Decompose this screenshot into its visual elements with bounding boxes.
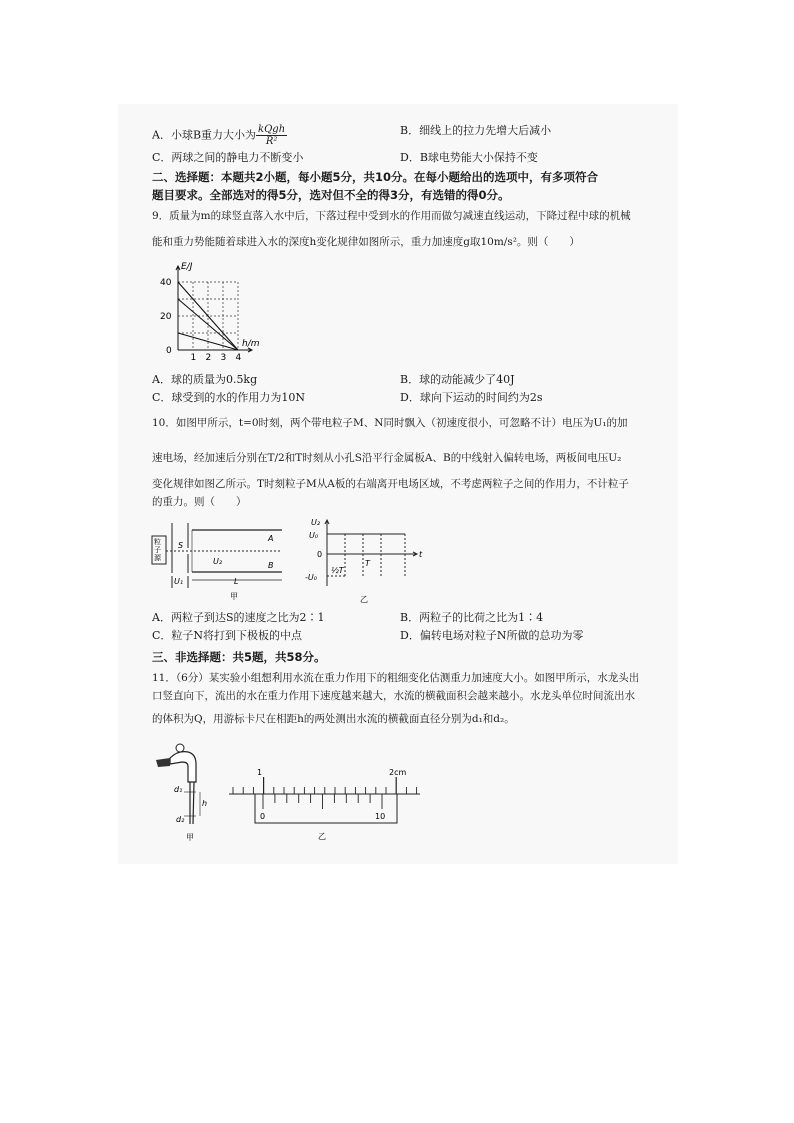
vernier-10-label: 10 (375, 812, 386, 821)
u1-label: U₁ (174, 577, 184, 586)
q10-option-c: C．粒子N将打到下极板的中点 (152, 629, 303, 642)
particle-source-label: 粒 (154, 538, 161, 546)
x-tick-4: 4 (235, 353, 242, 363)
svg-text:源: 源 (154, 554, 161, 562)
d2-label: d₂ (176, 815, 185, 824)
half-t-label: ½T (331, 566, 344, 575)
section2-heading-line1: 二、选择题：本题共2小题，每小题5分，共10分。在每小题给出的选项中，有多项符合 (152, 170, 599, 184)
q10-figure-yi (305, 516, 425, 608)
q10-option-a: A．两粒子到达S的速度之比为2∶1 (152, 611, 325, 624)
t-axis-label: t (419, 550, 423, 559)
section3-heading: 三、非选择题：共5题，共58分。 (152, 650, 326, 664)
hole-s-label: S (178, 541, 184, 550)
q9-option-c: C．球受到的水的作用力为10N (152, 391, 306, 404)
q11-stem-line3: 的体积为Q，用游标卡尺在相距h的两处测出水流的横截面直径分别为d₁和d₂。 (152, 713, 515, 725)
q8-option-a: A．小球B重力大小为 kQgh R² (152, 124, 286, 147)
svg-text:子: 子 (154, 546, 161, 554)
q9-stem-line2: 能和重力势能随着球进入水的深度h变化规律如图所示，重力加速度g取10m/s²。则（ ） (152, 236, 580, 248)
q9-energy-chart (140, 258, 260, 363)
x-tick-3: 3 (220, 353, 227, 363)
y-tick-20: 20 (160, 312, 172, 322)
figure-jia-caption: 甲 (230, 592, 238, 601)
vernier-figure-caption: 乙 (318, 832, 326, 841)
q10-option-d: D．偏转电场对粒子N所做的总功为零 (400, 629, 584, 642)
y-tick-0: 0 (166, 346, 172, 356)
x-tick-2: 2 (205, 353, 212, 363)
q8-option-d: D．B球电势能大小保持不变 (400, 151, 538, 164)
x-tick-1: 1 (190, 353, 197, 363)
main-scale-1-label: 1 (257, 768, 263, 777)
origin-label: 0 (317, 550, 323, 559)
x-axis-label: h/m (242, 339, 260, 349)
plate-b-label: B (268, 561, 274, 570)
q10-stem-line3: 变化规律如图乙所示。T时刻粒子M从A板的右端离开电场区域，不考虑两粒子之间的作用力，不计粒子 (152, 478, 629, 490)
q10-stem-line1: 10．如图甲所示，t=0时刻，两个带电粒子M、N同时飘入（初速度很小，可忽略不计）电压为U₁的加 (152, 417, 628, 429)
q11-stem-line2: 口竖直向下，流出的水在重力作用下速度越来越大，水流的横截面积会越来越小。水龙头单位时间流出水 (152, 690, 635, 702)
y-axis-label: E/J (181, 262, 193, 272)
u0-label: U₀ (309, 531, 319, 540)
q11-figure-yi-vernier (225, 763, 425, 843)
figure-yi-caption: 乙 (360, 595, 368, 604)
h-label: h (202, 799, 208, 808)
q9-option-d: D．球向下运动的时间约为2s (400, 391, 543, 404)
neg-u0-label: -U₀ (305, 573, 317, 582)
q8-option-c: C．两球之间的静电力不断变小 (152, 151, 304, 164)
section2-heading-line2: 题目要求。全部选对的得5分，选对但不全的得3分，有选错的得0分。 (152, 188, 510, 202)
t-label: T (365, 559, 370, 568)
y-tick-40: 40 (160, 278, 172, 288)
length-l-label: L (234, 577, 239, 586)
q9-option-a: A．球的质量为0.5kg (152, 373, 258, 386)
q10-figure-jia (150, 518, 290, 603)
q9-option-b: B．球的动能减少了40J (400, 373, 515, 386)
faucet-figure-caption: 甲 (186, 833, 194, 842)
faucet-icon (170, 752, 196, 782)
q10-stem-line2: 速电场，经加速后分别在T/2和T时刻从小孔S沿平行金属板A、B的中线射入偏转电场，两板间电压U₂ (152, 452, 622, 464)
q10-option-b: B．两粒子的比荷之比为1∶4 (400, 611, 544, 624)
q8-option-b: B．细线上的拉力先增大后减小 (400, 124, 552, 137)
q11-figure-jia-faucet (148, 740, 218, 845)
plate-a-label: A (268, 534, 274, 543)
u2-label: U₂ (213, 557, 223, 566)
main-scale-2cm-label: 2cm (389, 768, 407, 777)
u2-axis-label: U₂ (311, 518, 321, 527)
q9-stem-line1: 9．质量为m的球竖直落入水中后，下落过程中受到水的作用而做匀减速直线运动，下降过程中球的机械 (152, 210, 631, 222)
vernier-0-label: 0 (260, 812, 266, 821)
q11-stem-line1: 11．（6分）某实验小组想利用水流在重力作用下的粗细变化估测重力加速度大小。如图甲所示，水龙头出 (152, 672, 640, 684)
d1-label: d₁ (174, 785, 183, 794)
q10-stem-line4: 的重力。则（ ） (152, 496, 247, 508)
